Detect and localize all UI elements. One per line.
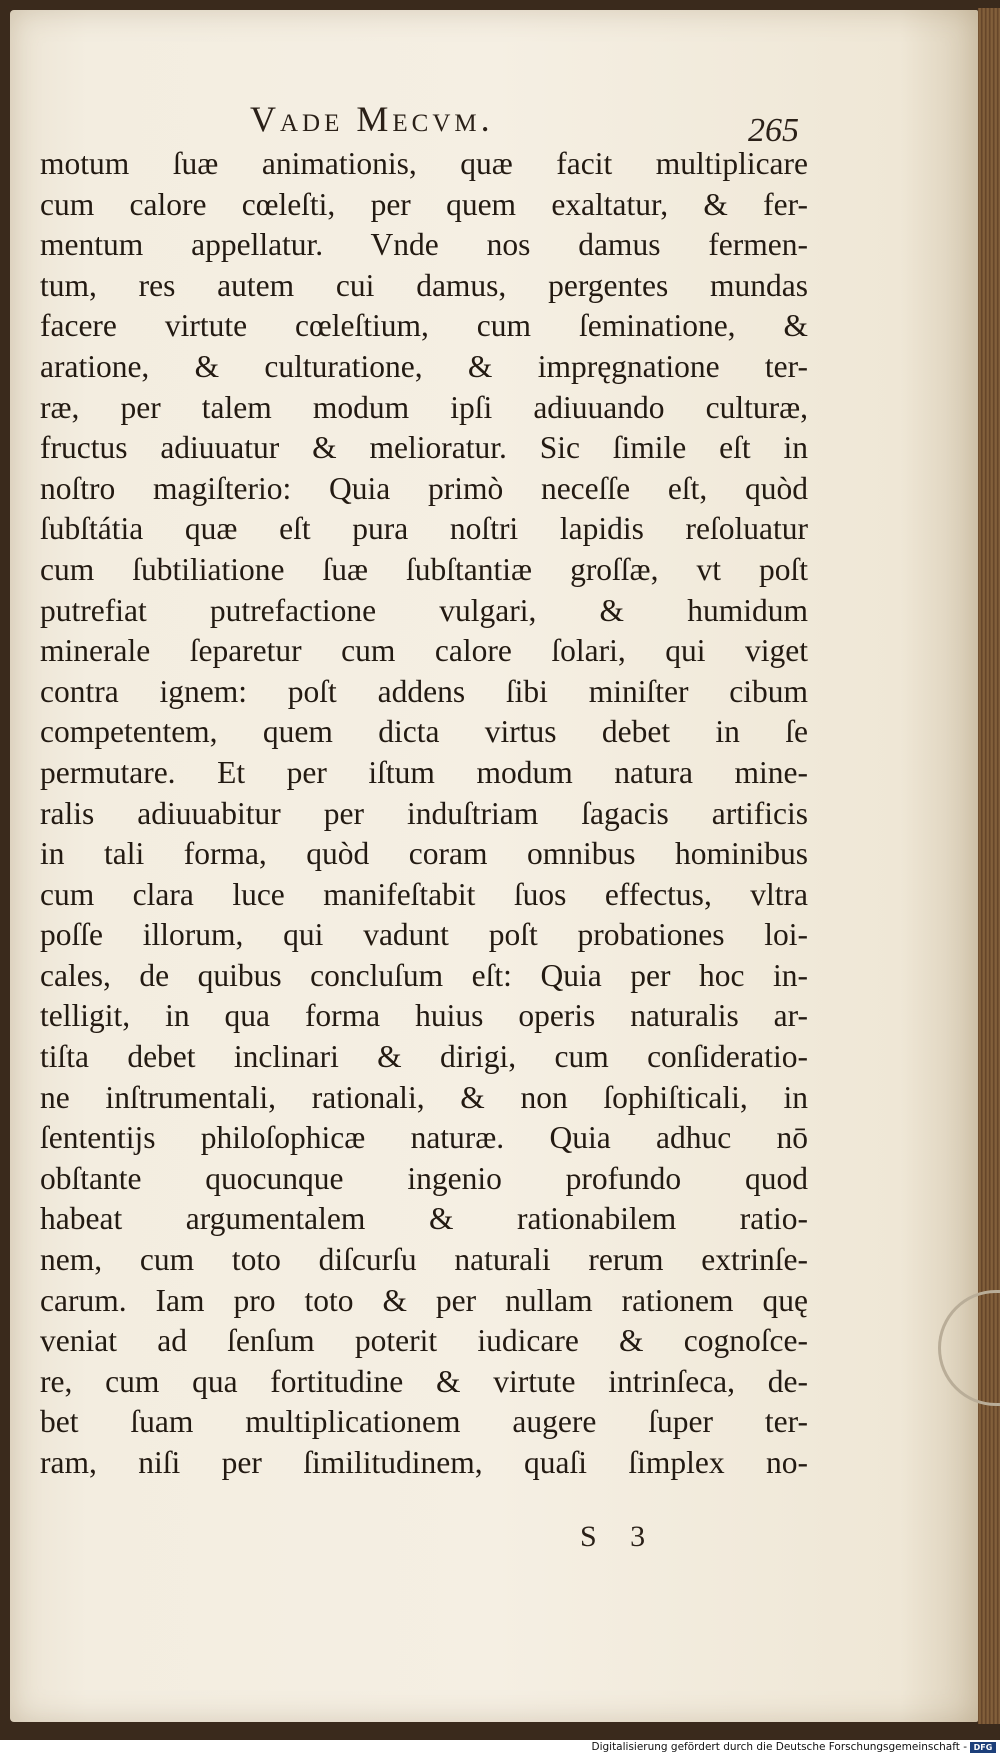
text-line: ram, niſi per ſimilitudinem, quaſi ſimplex no- [40,1445,808,1480]
book-fore-edge [978,8,1000,1724]
text-line: carum. Iam pro toto & per nullam rationem quę [40,1282,808,1318]
text-line: telligit, in qua forma huius operis naturalis ar- [40,998,808,1034]
body-text [40,144,808,1484]
text-line: ſententijs philoſophicæ naturæ. Quia adhuc nō [40,1120,808,1156]
page-number: 265 [748,112,799,149]
text-line: poſſe illorum, qui vadunt poſt probationes loi- [40,917,808,953]
text-line: cum calore cœleſti, per quem exaltatur, & fer- [40,186,808,222]
text-line: mentum appellatur. Vnde nos damus fermen- [40,227,808,263]
running-head: Vade Mecvm. [250,99,494,139]
text-line: obſtante quocunque ingenio profundo quod [40,1160,808,1196]
text-line: tum, res autem cui damus, pergentes mundas [40,267,808,303]
text-line: fructus adiuuatur & melioratur. Sic ſimile eſt in [40,430,808,466]
text-line: noſtro magiſterio: Quia primò neceſſe eſt, quòd [40,470,808,506]
text-line: in tali forma, quòd coram omnibus hominibus [40,836,808,872]
text-line: nem, cum toto diſcurſu naturali rerum extrinſe- [40,1242,808,1278]
text-line: veniat ad ſenſum poterit iudicare & cognoſce- [40,1323,808,1359]
text-line: contra ignem: poſt addens ſibi miniſter cibum [40,673,808,709]
signature-mark: S 3 [580,1520,646,1553]
text-line: ralis adiuuabitur per induſtriam ſagacis artificis [40,795,808,831]
text-line: habeat argumentalem & rationabilem ratio- [40,1201,808,1237]
text-line: competentem, quem dicta virtus debet in ſe [40,714,808,750]
text-line: cum clara luce manifeſtabit ſuos effectus, vltra [40,876,808,912]
text-line: ræ, per talem modum ipſi adiuuando culturæ, [40,389,808,425]
text-line: cales, de quibus concluſum eſt: Quia per hoc in- [40,957,808,993]
footer-credit: Digitalisierung gefördert durch die Deutsche Forschungsgemeinschaft - [591,1741,967,1753]
text-line: aratione, & culturatione, & impręgnatione ter- [40,348,808,384]
text-line: ne inſtrumentali, rationali, & non ſophiſticali, in [40,1079,808,1115]
text-line: facere virtute cœleſtium, cum ſeminatione, & [40,308,808,344]
text-line: putrefiat putrefactione vulgari, & humidum [40,592,808,628]
text-line: re, cum qua fortitudine & virtute intrinſeca, de- [40,1363,808,1399]
text-line: bet ſuam multiplicationem augere ſuper ter- [40,1404,808,1440]
dfg-logo[interactable]: DFG [970,1742,996,1753]
text-line: cum ſubtiliatione ſuæ ſubſtantiæ groſſæ, vt poſt [40,551,808,587]
text-line: motum ſuæ animationis, quæ facit multiplicare [40,146,808,181]
text-line: minerale ſeparetur cum calore ſolari, qui viget [40,633,808,669]
digitization-footer [0,1740,1000,1755]
text-line: permutare. Et per iſtum modum natura mine- [40,754,808,790]
text-line: ſubſtátia quæ eſt pura noſtri lapidis reſoluatur [40,511,808,547]
text-line: tiſta debet inclinari & dirigi, cum conſideratio- [40,1039,808,1075]
